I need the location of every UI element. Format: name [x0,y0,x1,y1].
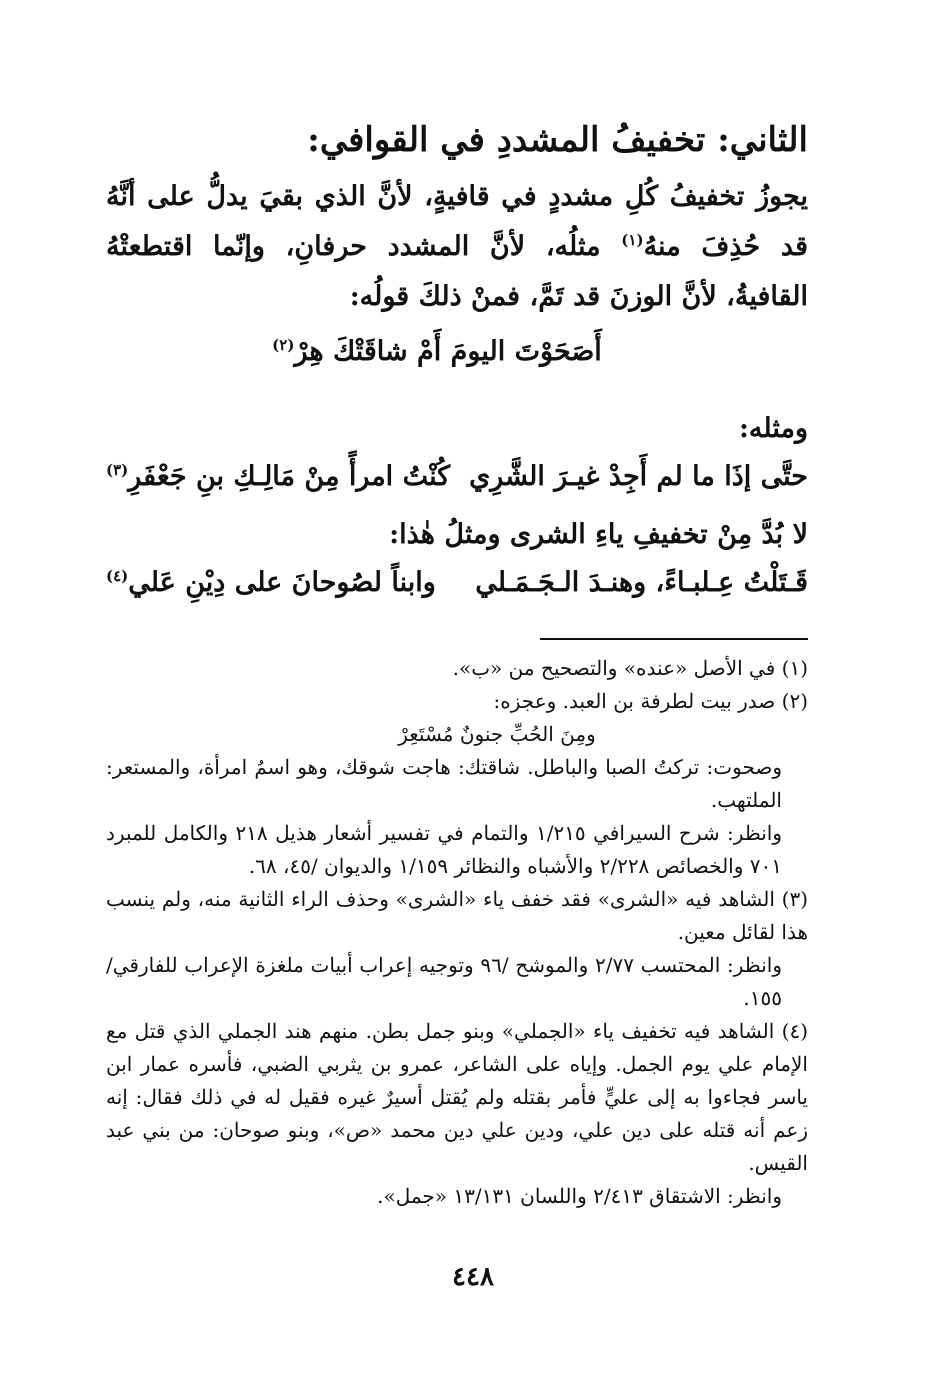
paragraph-text: يجوزُ تخفيفُ كُلِ مشددٍ في قافيةٍ، لأنَّ الذي بقيَ يدلُّ على أنَّهُ قد حُذِفَ منهُ [106,181,808,262]
footnote-ref: (٤) [106,567,129,585]
footnote-ref: (١) [621,231,644,249]
body-paragraph [106,172,808,322]
verse-hemistich-text: وابناً لصُوحانَ على دِيْنِ عَلي [128,567,436,598]
verse-hemistich-second [106,558,436,608]
footnote-2-verse: ومِنَ الحُبِّ جنونٌ مُسْتَعِرْ [398,722,596,746]
footnote-2-note: وصحوت: تركتُ الصبا والباطل. شاقتك: هاجت شوقك، وهو اسمُ امرأة، والمستعر: الملتهب. [106,755,782,812]
verse-hemistich-second [106,452,450,502]
footnotes [106,652,808,1213]
footnote-2: (٢) صدر بيت لطرفة بن العبد. وعجزه: [493,689,808,713]
footnote-separator [540,638,808,640]
footnote-3: (٣) الشاهد فيه «الشرى» فقد خفف ياء «الشرى» وحذف الراء الثانية منه، ولم ينسب هذا لقائل معين. [106,887,809,944]
body-paragraph-2: لا بُدَّ مِنْ تخفيفِ ياءِ الشرى ومثلُ هٰذا: [389,519,808,550]
footnote-ref: (٢) [272,336,295,354]
verse-text: أَصَحَوْتَ اليومَ أَمْ شاقَتْكَ هِرْ [294,336,602,367]
example-label: ومثله: [738,413,808,444]
verse-hemistich-text: كُنْتُ امرأً مِنْ مَالِـكِ بنِ جَعْفَرِ [128,461,451,492]
footnote-4-refs: وانظر: الاشتقاق ٢/٤١٣ واللسان ١٣/١٣١ «جمل». [377,1184,782,1208]
footnote-3-refs: وانظر: المحتسب ٢/٧٧ والموشح /٩٦ وتوجيه إعراب أبيات ملغزة الإعراب للفارقي/١٥٥. [106,953,782,1010]
footnote-2-refs: وانظر: شرح السيرافي ١/٢١٥ والتمام في تفسير أشعار هذيل ٢١٨ والكامل للمبرد ٧٠١ والخصائص ٢/٢٢٨ والأشباه والنظائر ١/١٥٩ والديوان /٤٥، ٦٨. [106,821,783,878]
verse-couplet [106,558,808,608]
section-heading: الثاني: تخفيفُ المشددِ في القوافي: [307,120,808,160]
footnote-1: (١) في الأصل «عنده» والتصحيح من «ب». [452,656,808,680]
paragraph-text-cont: مثلُه، لأنَّ المشدد حرفانِ، وإنّما اقتطعتْهُ القافيةُ، لأنَّ الوزنَ قد تَمَّ، فمنْ ذلكَ قولُه: [106,231,808,312]
verse-couplet [106,452,808,502]
verse-hemistich-first: حتَّى إذَا ما لم أَجِدْ غيـرَ الشَّرِي [469,461,808,492]
page-number: ٤٤٨ [452,1262,494,1292]
verse-hemistich-first: قَـتَلْتُ عِـلبـاءً، وهنـدَ الـجَـمَـلي [475,567,808,598]
verse-line [106,328,808,376]
footnote-4: (٤) الشاهد فيه تخفيف ياء «الجملي» وبنو جمل بطن. منهم هند الجملي الذي قتل مع الإمام علي يوم الجمل. وإياه على الشاعر، عمرو بن يثربي الضبي، فأسره عمار ابن ياسر فجاءوا به إلى عليٍّ فأمر بقتله ولم يُقتل أسيرٌ غيره فقيل له في ذلك فقال: إنه زعم أنه قتله على دين علي، ودين علي دين محمد «ص»، وبنو صوحان: من بني عبد القيس. [106,1019,808,1175]
footnote-ref: (٣) [106,461,129,479]
